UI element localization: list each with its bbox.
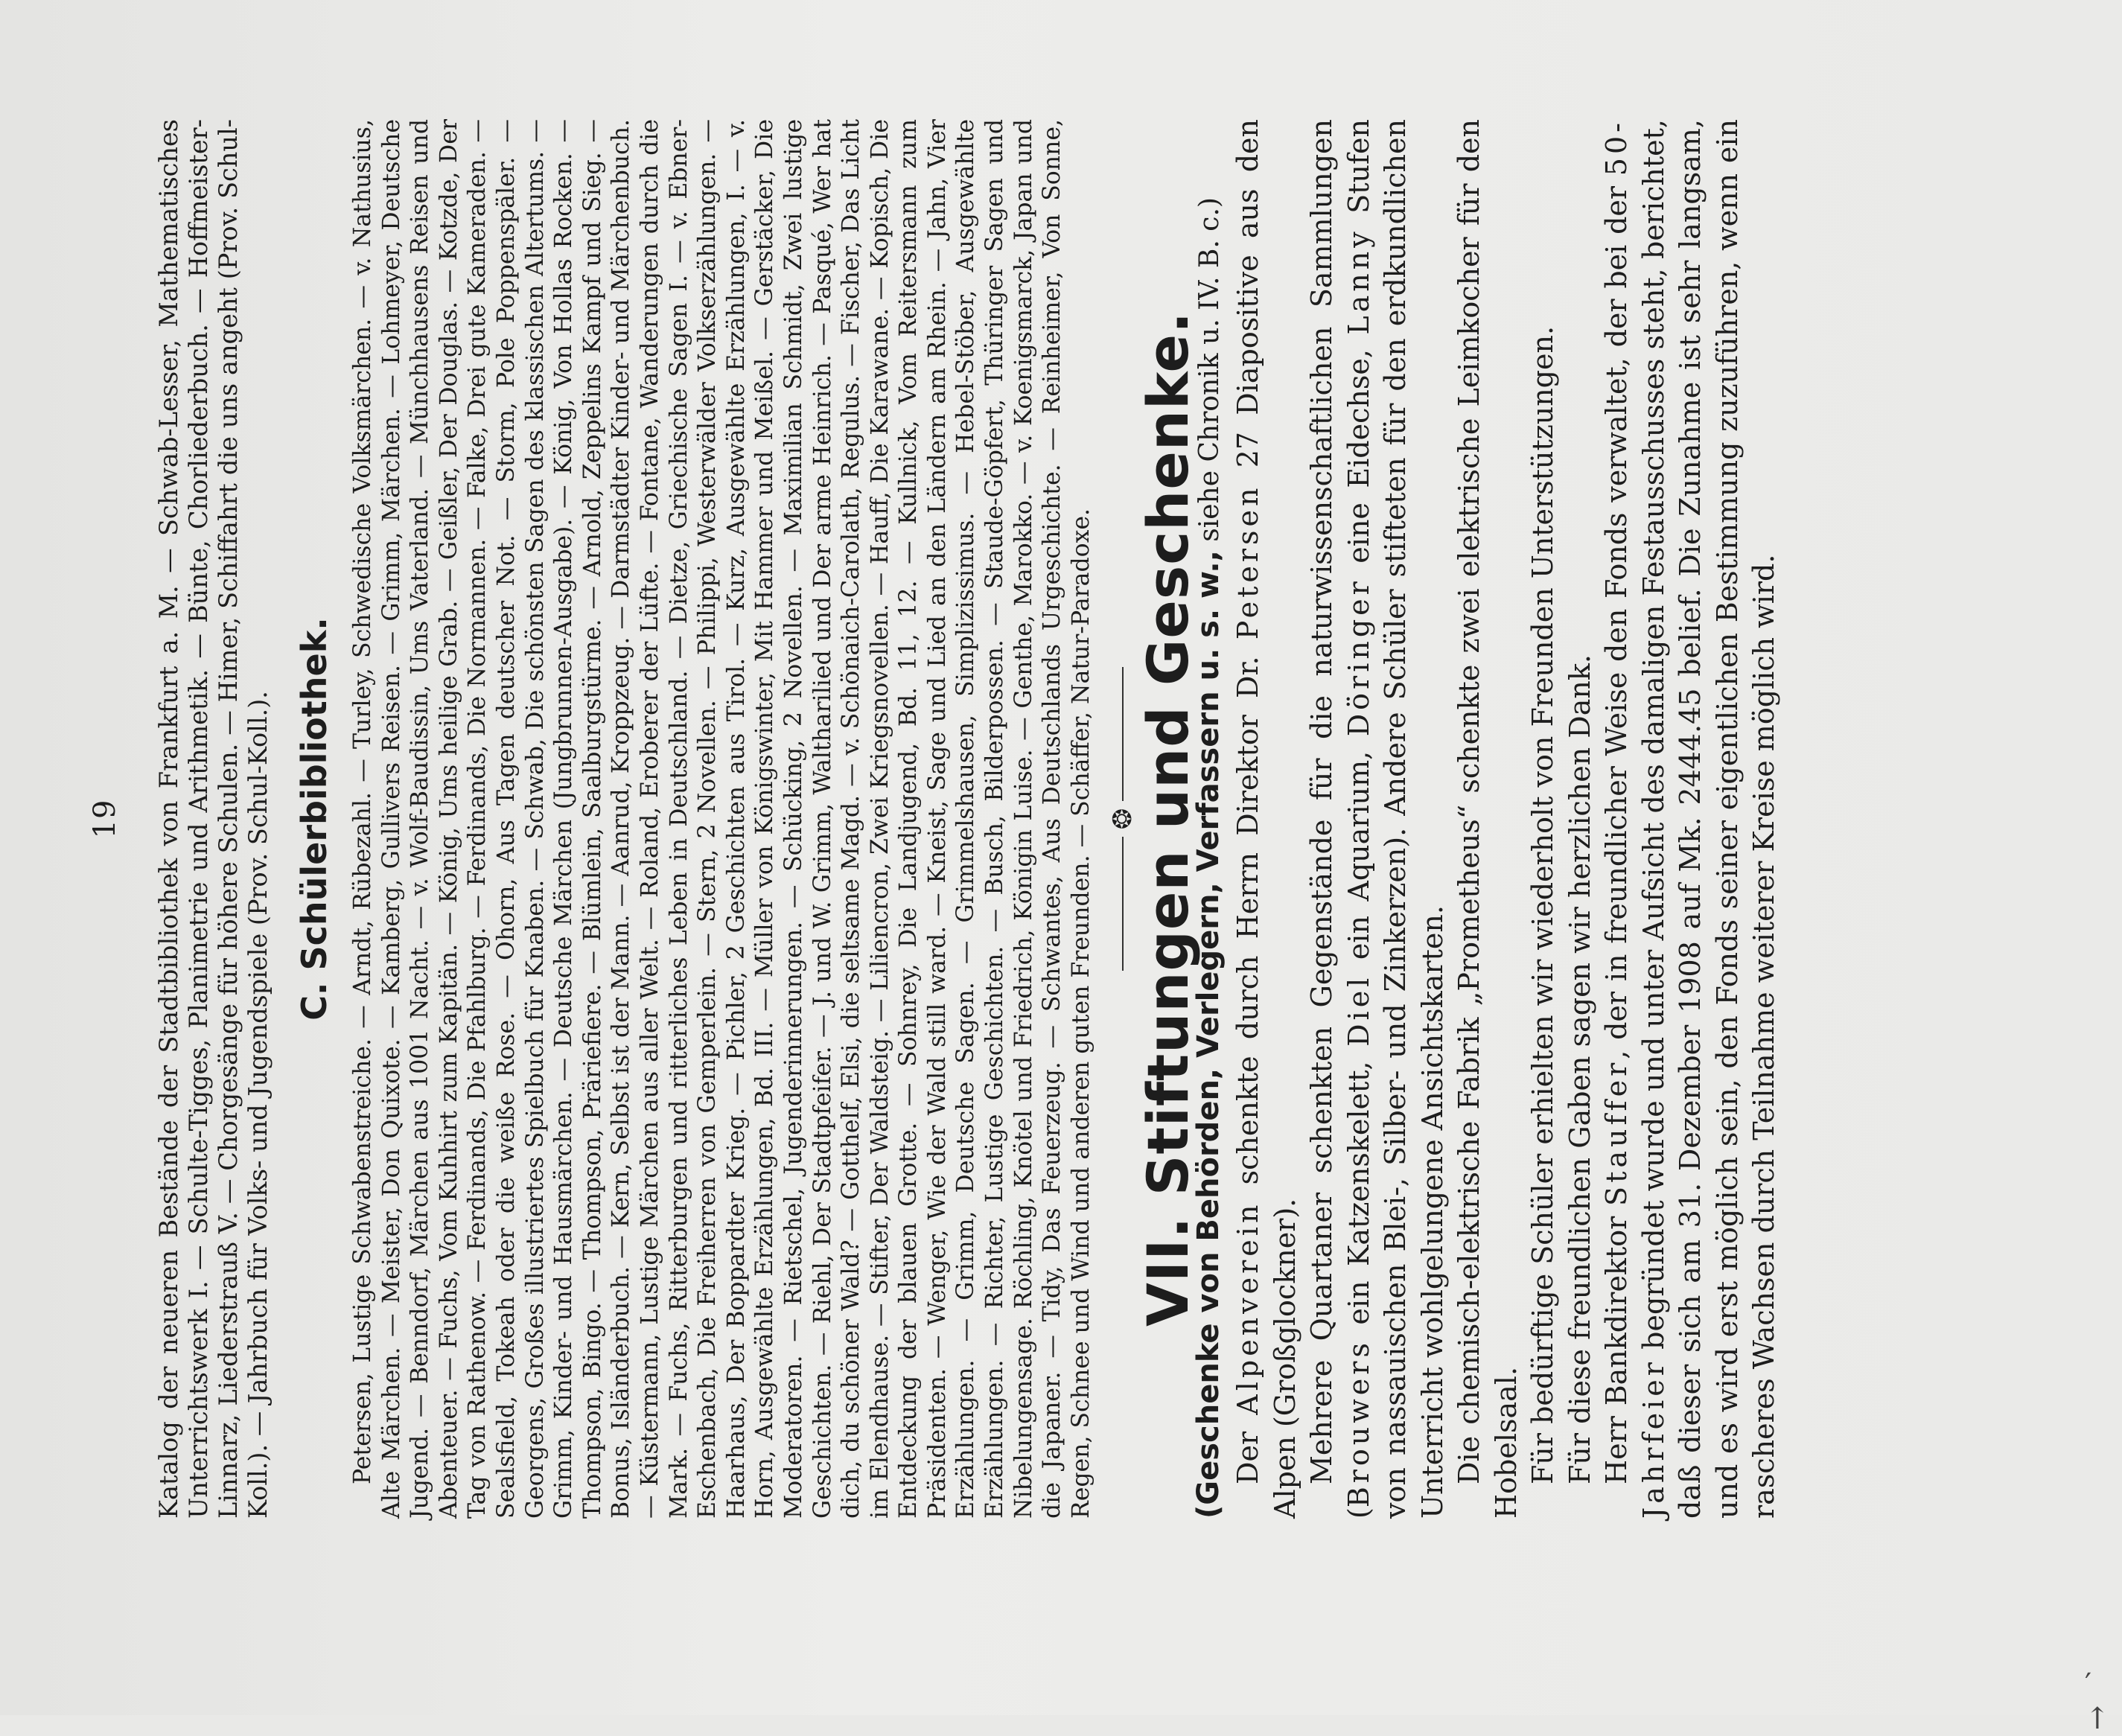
page-number: 19 [88, 799, 122, 839]
section-heading-schuelerbibliothek: C. Schülerbibliothek. [294, 617, 334, 1021]
ornament-icon: ❂ [1108, 808, 1138, 830]
section-subheading [1193, 119, 1226, 1519]
paragraph-dank: Für diese freundlichen Gaben sagen wir herzlichen Dank. [1563, 654, 1596, 1484]
divider-rule-left [1122, 837, 1124, 971]
section-heading-stiftungen: VII. Stiftungen und Geschenke. [1135, 311, 1202, 1327]
subheading-rest: siehe Chronik u. IV. B. c.) [1194, 197, 1226, 551]
paragraph-fonds: Herr Bankdirektor Stauffer, der in freundlicher Weise den Fonds verwaltet, der bei der 50-Jahrfeier begründet wurde und unter Aufsicht des damaligen Festausschusses steht, berichtet, daß dieser sich am 31. Dezember 1908 auf Mk. 2444.45 belief. Die Zunahme ist sehr langsam, und es wird erst möglich sein, den Fonds seiner eigentlichen Bestimmung zuzuführen, wenn ein rascheres Wachsen durch Teilnahme weiterer Kreise möglich wird. [1600, 118, 1781, 1519]
page-content [89, 119, 1783, 1519]
divider-rule-right [1122, 667, 1124, 801]
paragraph-quartaner: Mehrere Quartaner schenkten Gegenstände für die naturwissenschaftlichen Sammlungen (Brouwers ein Katzenskelett, Diel ein Aquarium, Döringer eine Eidechse, Lanny Stufen von nassauischen Blei-, Silber- und Zinkerzen). Andere Schüler stifteten für den erdkundlichen Unterricht wohlgelungene Ansichtskarten. [1305, 119, 1449, 1519]
margin-marks: ′ ↑ [2085, 1668, 2110, 1736]
paragraph-unterstuetzungen: Für bedürftige Schüler erhielten wir wiederholt von Freunden Unterstützungen. [1526, 325, 1560, 1484]
paragraph-alpenverein: Der Alpenverein schenkte durch Herrn Direktor Dr. Petersen 27 Diapositive aus den Alpen (Großglockner). [1232, 119, 1301, 1519]
subheading-bold: (Geschenke von Behörden, Verlegern, Verfassern u. s. w., [1191, 550, 1226, 1519]
paragraph-prometheus: Die chemisch-elektrische Fabrik „Prometheus“ schenkte zwei elektrische Leimkocher für den Hobelsaal. [1453, 119, 1523, 1519]
book-list: Petersen, Lustige Schwabenstreiche. — Arndt, Rübezahl. — Turley, Schwedische Volksmärchen. — v. Nathusius, Alte Märchen. — Meister, Don Quixote. — Kamberg, Gullivers Reisen. — Grimm, Märchen. — Lohmeyer, Deutsche Jugend. — Benndorf, Märchen aus 1001 Nacht. — v. Wolf-Baudissin, Ums Vaterland. — Münchhausens Reisen und Abenteuer. — Fuchs, Vom Kuhhirt zum Kapitän. — König, Ums heilige Grab. — Geißler, Der Douglas. — Kotzde, Der Tag von Rathenow. — Ferdinands, Die Pfahlburg. — Ferdinands, Die Normannen. — Falke, Drei gute Kameraden. — Sealsfield, Tokeah oder die weiße Rose. — Ohorn, Aus Tagen deutscher Not. — Storm, Pole Poppenspäler. — Georgens, Großes illustriertes Spielbuch für Knaben. — Schwab, Die schönsten Sagen des klassischen Altertums. — Grimm, Kinder- und Hausmärchen. — Deutsche Märchen (Jungbrunnen-Ausgabe). — König, Von Hollas Rocken. — Thompson, Bingo. — Thompson, Präriefiere. — Blümlein, Saalburgstürme. — Arnold, Zeppelins Kampf und Sieg. — Bonus, Isländerbuch. — Kern, Selbst ist der Mann. — Aanrud, Kroppzeug. — Darmstädter Kinder- und Märchenbuch. — Küstermann, Lustige Märchen aus aller Welt. — Roland, Eroberer der Lüfte. — Fontane, Wanderungen durch die Mark. — Fuchs, Ritterburgen und ritterliches Leben in Deutschland. — Dietze, Griechische Sagen I. — v. Ebner-Eschenbach, Die Freiherren von Gemperlein. — Stern, 2 Novellen. — Philippi, Westerwälder Volkserzählungen. — Haarhaus, Der Boppardter Krieg. — Pichler, 2 Geschichten aus Tirol. — Kurz, Ausgewählte Erzählungen, I. — v. Horn, Ausgewählte Erzählungen, Bd. III. — Müller von Königswinter, Mit Hammer und Meißel. — Gerstäcker, Die Moderatoren. — Rietschel, Jugenderinnerungen. — Schücking, 2 Novellen. — Maximilian Schmidt, Zwei lustige Geschichten. — Riehl, Der Stadtpfeifer. — J. und W. Grimm, Waltharilied und Der arme Heinrich. — Pasqué, Wer hat dich, du schöner Wald? — Gotthelf, Elsi, die seltsame Magd. — v. Schönaich-Carolath, Regulus. — Fischer, Das Licht im Elendhause. — Stifter, Der Waldsteig. — Liliencron, Zwei Kriegsnovellen. — Hauff, Die Karawane. — Kopisch, Die Entdeckung der blauen Grotte. — Sohnrey, Die Landjugend, Bd. 11, 12. — Kullnick, Vom Reitersmann zum Präsidenten. — Wenger, Wie der Wald still ward. — Kneist, Sage und Lied an den Ländern am Rhein. — Jahn, Vier Erzählungen. — Grimm, Deutsche Sagen. — Grimmelshausen, Simplizissimus. — Hebel-Stöber, Ausgewählte Erzählungen. — Richter, Lustige Geschichten. — Busch, Bilderpossen. — Staude-Göpfert, Thüringer Sagen und Nibelungensage. Röchling, Knötel und Friedrich, Königin Luise. — Genthe, Marokko. — v. Koenigsmarck, Japan und die Japaner. — Tidy, Das Feuerzeug. — Schwantes, Aus Deutschlands Urgeschichte. — Reinheimer, Von Sonne, Regen, Schnee und Wind und anderen guten Freunden. — Schäffer, Natur-Paradoxe. [349, 119, 1095, 1519]
catalog-continuation: Katalog der neueren Bestände der Stadtbibliothek von Frankfurt a. M. — Schwab-Lesser, Mathematisches Unterrichtswerk I. — Schulte-Tigges, Planimetrie und Arithmetik. — Bünte, Chorliederbuch. — Hoffmeister-Linnarz, Liederstrauß V. — Chorgesänge für höhere Schulen. — Himer, Schiffahrt die uns angeht (Prov. Schul-Koll.). — Jahrbuch für Volks- und Jugendspiele (Prov. Schul-Koll.). [154, 119, 273, 1519]
section-divider [1108, 119, 1138, 1519]
